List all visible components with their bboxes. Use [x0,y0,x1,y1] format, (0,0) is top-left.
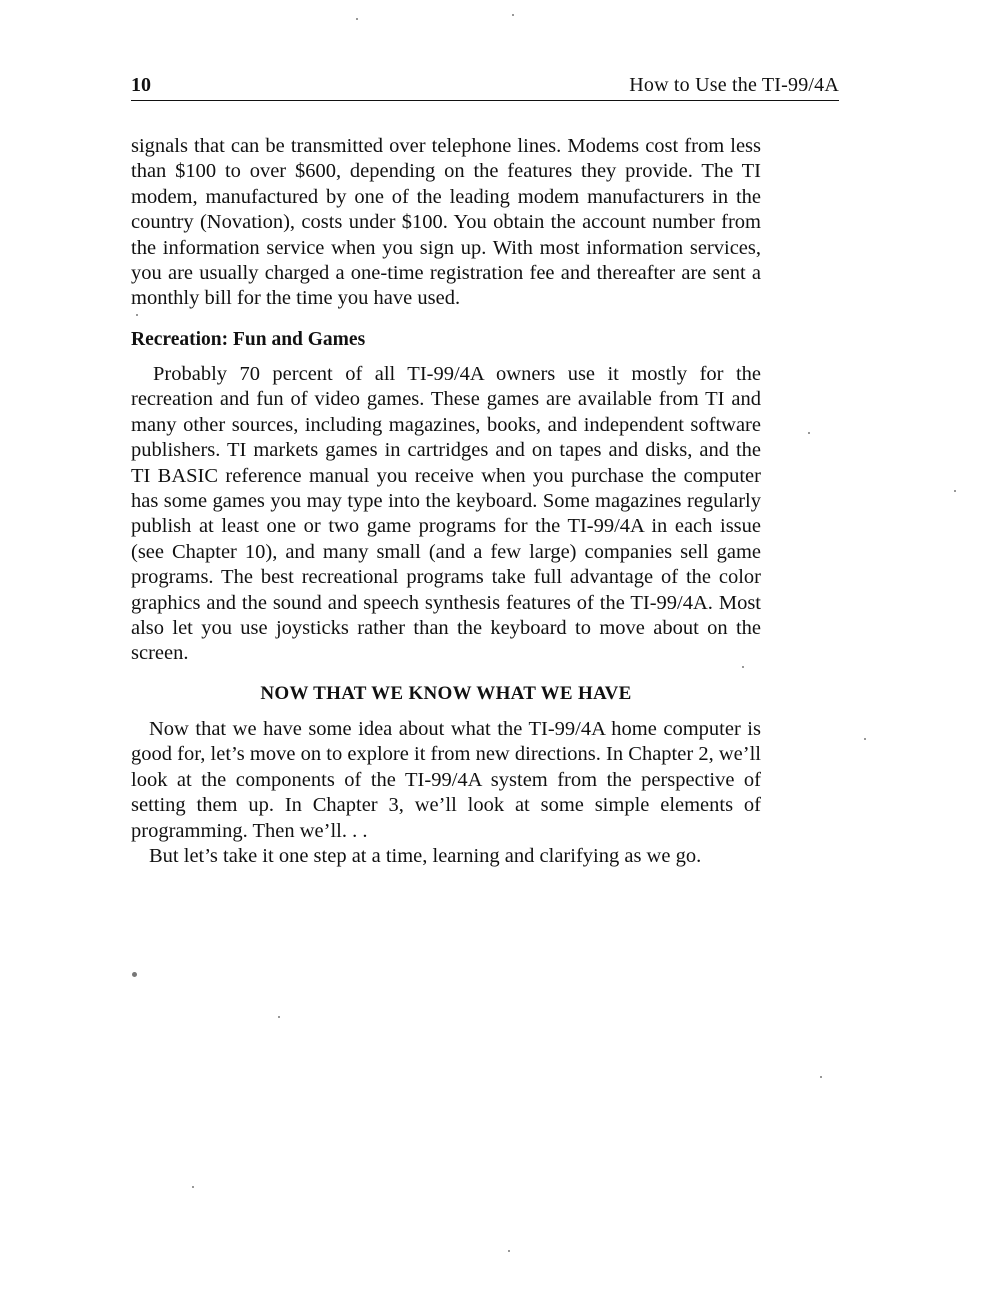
scan-speck [512,14,514,16]
scan-speck [864,738,866,740]
paragraph-next-steps: Now that we have some idea about what the TI-99/4A home computer is good for, let’s move on to explore it from new directions. In Chapter 2, we’ll look at the components of the TI-99/4A system from the perspective of setting them up. In Chapter 3, we’ll look at some simple elements of programming. Then we’ll. . . [131,718,761,842]
running-title: How to Use the TI-99/4A [629,74,839,96]
scan-speck [820,1076,822,1078]
scan-speck [808,432,810,434]
scan-speck [278,1016,280,1018]
scan-speck [742,666,744,668]
section-heading: NOW THAT WE KNOW WHAT WE HAVE [260,683,632,704]
scan-speck [132,972,137,977]
paragraph-modems: signals that can be transmitted over telephone lines. Modems cost from less than $100 to over $600, depending on the features they provide. The TI modem, manufactured by one of the leading modem manufacturers in the country (Novation), costs under $100. You obtain the account number from the information service when you sign up. With most information services, you are usually charged a one-time registration fee and thereafter are sent a monthly bill for the time you have used. [131,135,761,310]
subheading-recreation: Recreation: Fun and Games [131,329,366,350]
scan-speck [192,1186,194,1188]
page-number: 10 [131,74,151,96]
scan-speck [356,18,358,20]
scan-speck [136,314,138,316]
scan-speck [954,490,956,492]
running-head [131,72,839,101]
scan-speck [508,1250,510,1252]
paragraph-closing: But let’s take it one step at a time, learning and clarifying as we go. [149,845,702,867]
paragraph-recreation: Probably 70 percent of all TI-99/4A owners use it mostly for the recreation and fun of video games. These games are available from TI and many other sources, including magazines, books, and independent software publishers. TI markets games in cartridges and on tapes and disks, and the TI BASIC reference manual you receive when you purchase the computer has some games you may type into the keyboard. Some magazines regularly publish at least one or two game programs for the TI-99/4A in each issue (see Chapter 10), and many small (and a few large) companies sell game programs. The best recreational programs take full advantage of the color graphics and the sound and speech synthesis features of the TI-99/4A. Most also let you use joysticks rather than the keyboard to move about on the screen. [131,363,761,665]
